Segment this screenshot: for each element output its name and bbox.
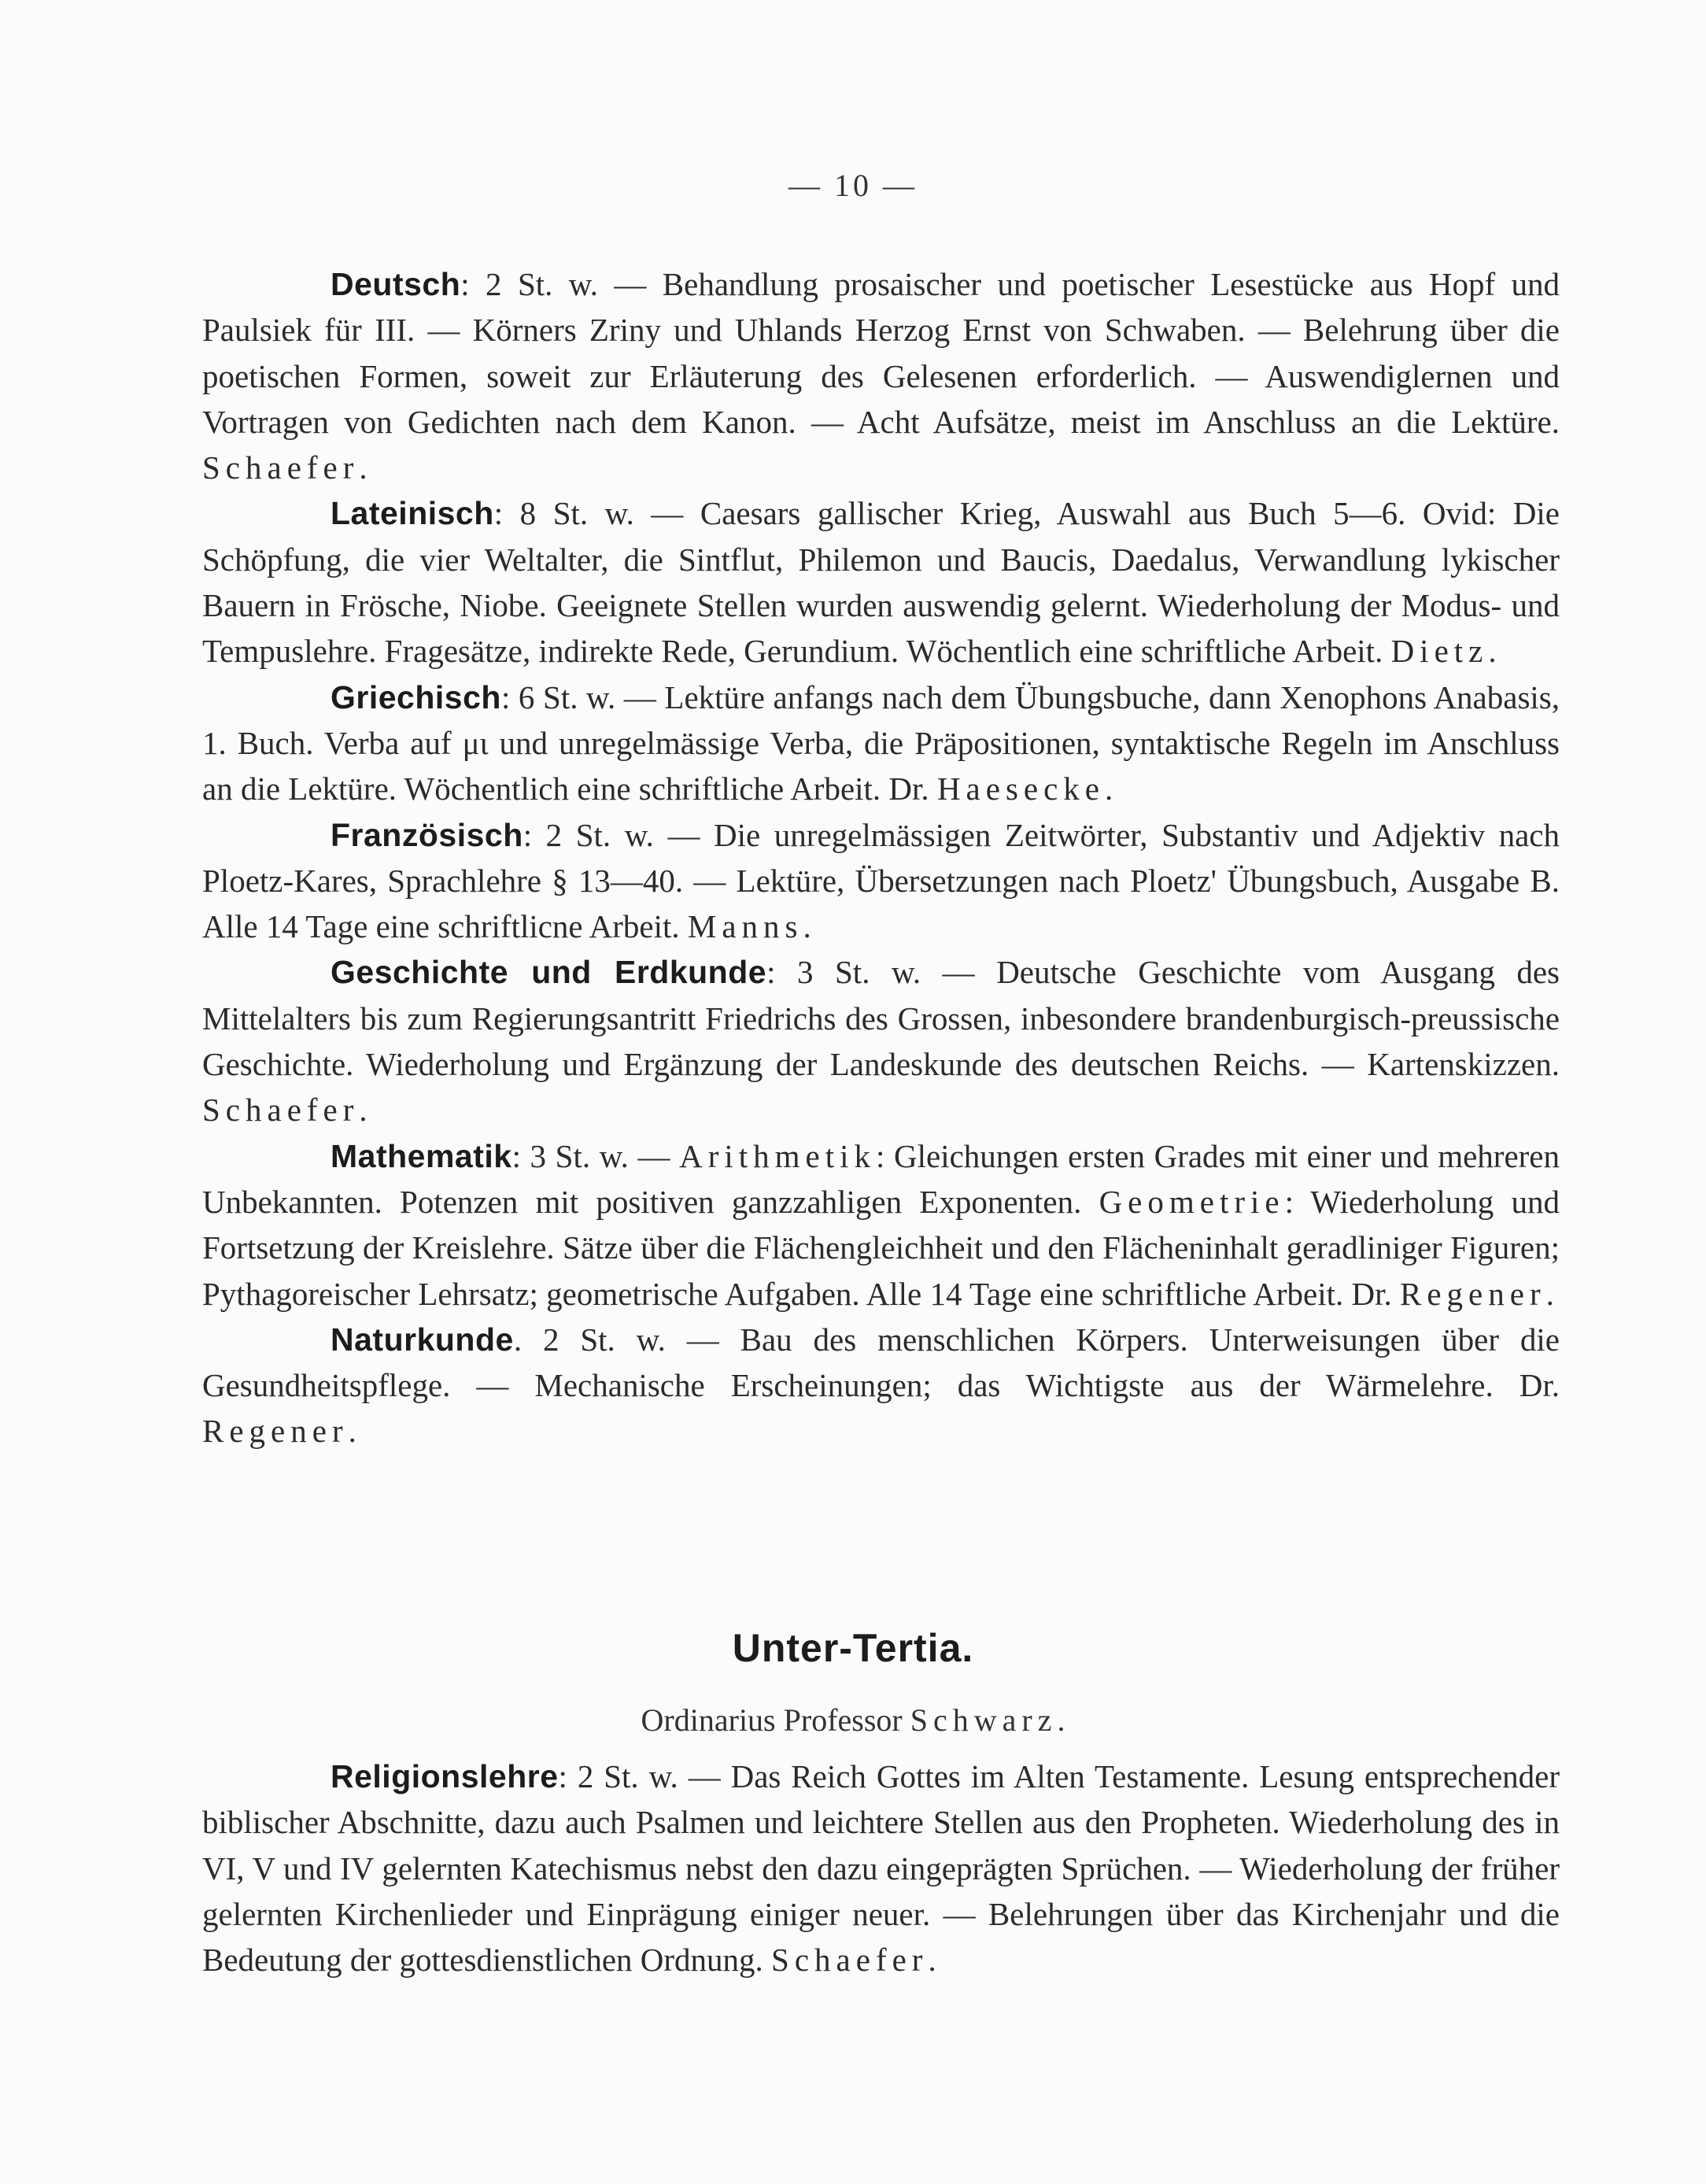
paragraph-religionslehre [202, 1753, 1560, 1983]
paragraph-text: : Wiederholung und Fortsetzung der Kreislehre. Sätze über die Flächengleichheit und den Flächeninhalt geradliniger Figuren; Pythagoreischer Lehrsatz; geometrische Aufgaben. Alle 14 Tage eine schriftliche Arbeit. Dr. [202, 1183, 1560, 1312]
ordinarius-line [0, 1702, 1706, 1739]
paragraph-text: . 2 St. w. — Bau des menschlichen Körpers. Unterweisungen über die Gesundheitspflege. — Mechanische Erscheinungen; das Wichtigste aus der Wärmelehre. Dr. [202, 1321, 1560, 1404]
curriculum-text-lower [202, 1753, 1560, 1983]
subject-heading: Naturkunde [330, 1321, 514, 1358]
subject-heading: Griechisch [330, 678, 501, 715]
subject-heading: Mathematik [330, 1137, 512, 1174]
teacher-name: Schaefer [202, 1092, 360, 1129]
ordinarius-prefix: Ordinarius Professor [641, 1702, 910, 1738]
punctuation: . [1057, 1702, 1065, 1738]
subject-heading: Lateinisch [330, 495, 494, 532]
paragraph-text: : 3 St. w. — [511, 1137, 680, 1174]
punctuation: . [1545, 1275, 1554, 1312]
paragraph-geschichte [202, 949, 1560, 1133]
paragraph-text: : 3 St. w. — Deutsche Geschichte vom Ausgang des Mittelalters bis zum Regierungsantritt Friedrichs des Grossen, inbesondere brandenburgisch-preussische Geschichte. Wiederholung und Ergänzung der Landeskunde des deutschen Reichs. — Kartenskizzen. [202, 954, 1560, 1083]
paragraph-text: : 8 St. w. — Caesars gallischer Krieg, Auswahl aus Buch 5—6. Ovid: Die Schöpfung, die vier Weltalter, die Sintflut, Philemon und Baucis, Daedalus, Verwandlung lykischer Bauern in Frösche, Niobe. Geeignete Stellen wurden auswendig gelernt. Wiederholung der Modus- und Tempuslehre. Fragesätze, indirekte Rede, Gerundium. Wöchentlich eine schriftliche Arbeit. [202, 495, 1560, 670]
curriculum-text-upper [202, 261, 1560, 1454]
teacher-name: Dietz [1390, 633, 1489, 670]
paragraph-naturkunde [202, 1317, 1560, 1454]
punctuation: . [348, 1413, 356, 1450]
teacher-name: Haesecke [936, 770, 1105, 807]
teacher-name: Manns [687, 908, 803, 945]
paragraph-deutsch [202, 261, 1560, 490]
subsection-label: Geometrie [1099, 1183, 1285, 1220]
subject-heading: Geschichte und Erdkunde [330, 954, 767, 991]
paragraph-mathematik [202, 1133, 1560, 1317]
paragraph-text: : 2 St. w. — Behandlung prosaischer und poetischer Lesestücke aus Hopf und Paulsiek für III. — Körners Zriny und Uhlands Herzog Ernst von Schwaben. — Belehrung über die poetischen Formen, soweit zur Erläuterung des Gelesenen erforderlich. — Auswendiglernen und Vortragen von Gedichten nach dem Kanon. — Acht Aufsätze, meist im Anschluss an die Lektüre. [202, 266, 1560, 440]
subject-heading: Religionslehre [330, 1758, 559, 1794]
ordinarius-name: Schwarz [910, 1702, 1058, 1738]
paragraph-text: : 6 St. w. — Lektüre anfangs nach dem Übungsbuche, dann Xenophons Anabasis, 1. Buch. Verba auf μι und unregelmässige Verba, die Präpositionen, syntaktische Regeln im Anschluss an die Lektüre. Wöchentlich eine schriftliche Arbeit. Dr. [202, 678, 1560, 807]
paragraph-text: : 2 St. w. — Die unregelmässigen Zeitwörter, Substantiv und Adjektiv nach Ploetz-Kares, Sprachlehre § 13—40. — Lektüre, Übersetzungen nach Ploetz' Übungsbuch, Ausgabe B. Alle 14 Tage eine schriftlicne Arbeit. [202, 816, 1560, 945]
punctuation: . [803, 908, 811, 945]
page-number: — 10 — [788, 168, 918, 203]
section-heading: Unter-Tertia. [732, 1626, 974, 1670]
punctuation: . [928, 1942, 936, 1979]
punctuation: . [1105, 770, 1113, 807]
punctuation: . [359, 449, 367, 486]
subject-heading: Deutsch [330, 266, 461, 302]
subject-heading: Französisch [330, 816, 523, 853]
paragraph-lateinisch [202, 490, 1560, 674]
paragraph-text: : Gleichungen ersten Grades mit einer und mehreren Unbekannten. Potenzen mit positiven ganzzahligen Exponenten. [202, 1137, 1560, 1220]
teacher-name: Schaefer [771, 1942, 929, 1979]
punctuation: . [1488, 633, 1497, 670]
paragraph-text: : 2 St. w. — Das Reich Gottes im Alten Testamente. Lesung entsprechender biblischer Abschnitte, dazu auch Psalmen und leichtere Stellen aus den Propheten. Wiederholung des in VI, V und IV gelernten Katechismus nebst den dazu eingeprägten Sprüchen. — Wiederholung der früher gelernten Kirchenlieder und Einprägung einiger neuer. — Belehrungen über das Kirchenjahr und die Bedeutung der gottesdienstlichen Ordnung. [202, 1758, 1560, 1979]
subsection-label: Arithmetik [679, 1137, 877, 1174]
teacher-name: Schaefer [202, 449, 360, 486]
teacher-name: Regener [202, 1413, 349, 1450]
paragraph-franzoesisch [202, 812, 1560, 950]
punctuation: . [359, 1092, 367, 1129]
paragraph-griechisch [202, 674, 1560, 812]
teacher-name: Regener [1400, 1275, 1546, 1312]
